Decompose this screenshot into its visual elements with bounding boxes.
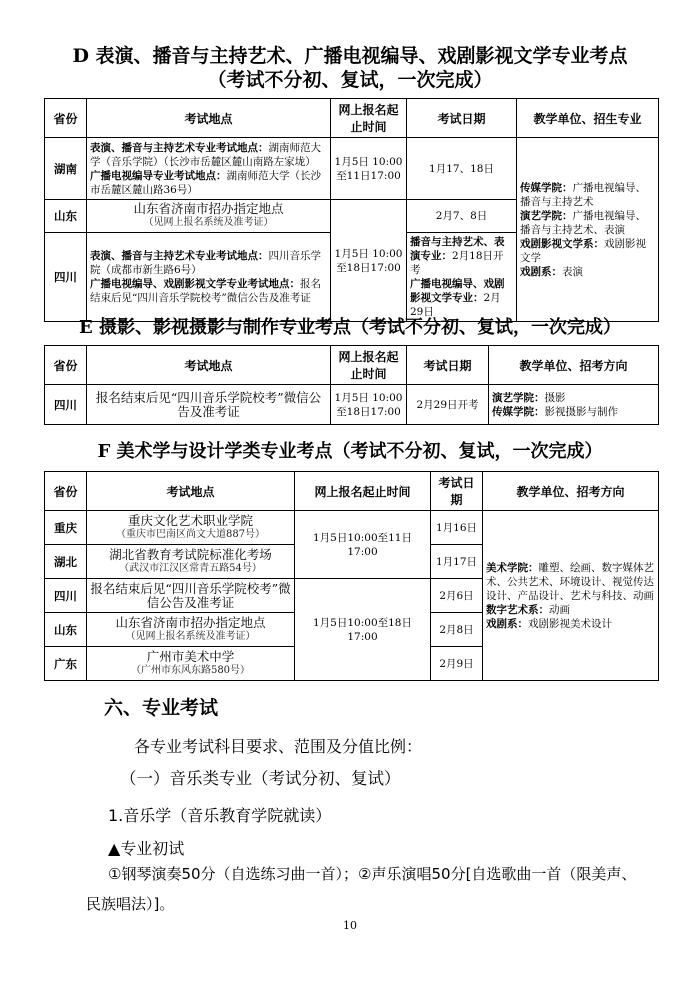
header-reg-time: 网上报名起止时间 <box>331 99 407 138</box>
header-reg-time: 网上报名起止时间 <box>331 346 407 385</box>
reg-time-cell: 1月5日 10:00至18日17:00 <box>331 200 407 322</box>
table-f <box>44 471 659 681</box>
header-unit: 教学单位、招考方向 <box>489 346 659 385</box>
reg-time-cell: 1月5日10:00至18日17:00 <box>295 579 431 681</box>
subheading-music: （一）音乐类专业（考试分初、复试） <box>120 769 401 788</box>
location-cell: 表演、播音与主持艺术专业考试地点：四川音乐学院（成都市新生路6号） 广播电视编导、戏剧影视文学专业考试地点：报名结束后见“四川音乐学院校考”微信公告及准考证 <box>87 233 331 322</box>
province-cell: 四川 <box>45 579 87 613</box>
exam-date-cell: 1月16日 <box>431 511 483 545</box>
paragraph-intro: 各专业考试科目要求、范围及分值比例： <box>134 737 423 756</box>
header-exam-date: 考试日期 <box>407 346 489 385</box>
header-reg-time: 网上报名起止时间 <box>295 472 431 511</box>
paragraph-preliminary-items: ①钢琴演奏50分（自选练习曲一首）；②声乐演唱50分[自选歌曲一首（限美声、民族唱法）]。 <box>86 865 637 913</box>
exam-date-cell: 2月8日 <box>431 613 483 647</box>
unit-cell: 传媒学院：广播电视编导、播音与主持艺术 演艺学院：广播电视编导、播音与主持艺术、表演 戏剧影视文学系：戏剧影视文学 戏剧系：表演 <box>517 138 659 322</box>
exam-date-cell: 1月17、18日 <box>407 138 517 200</box>
location-cell: 广州市美术中学 （广州市东风东路580号） <box>87 647 295 681</box>
header-unit: 教学单位、招生专业 <box>517 99 659 138</box>
header-location: 考试地点 <box>87 99 331 138</box>
header-province: 省份 <box>45 99 87 138</box>
province-cell: 四川 <box>45 385 87 425</box>
section-e-title: E 摄影、影视摄影与制作专业考点（考试不分初、复试，一次完成） <box>79 317 621 338</box>
location-cell: 重庆文化艺术职业学院 （重庆市巴南区尚文大道887号） <box>87 511 295 545</box>
page-number: 10 <box>343 919 357 932</box>
location-cell: 报名结束后见“四川音乐学院校考”微信公告及准考证 <box>87 385 331 425</box>
heading-preliminary: ▲专业初试 <box>108 839 185 858</box>
province-cell: 广东 <box>45 647 87 681</box>
section-f-title: F 美术学与设计学类专业考点（考试不分初、复试，一次完成） <box>97 441 603 462</box>
header-province: 省份 <box>45 346 87 385</box>
table-d <box>44 98 659 322</box>
exam-date-cell: 2月6日 <box>431 579 483 613</box>
province-cell: 重庆 <box>45 511 87 545</box>
section-d-title <box>40 44 660 92</box>
province-cell: 湖南 <box>45 138 87 200</box>
location-cell: 山东省济南市招办指定地点 （见网上报名系统及准考证） <box>87 613 295 647</box>
header-exam-date: 考试日期 <box>407 99 517 138</box>
header-province: 省份 <box>45 472 87 511</box>
section-d-title-line1: D 表演、播音与主持艺术、广播电视编导、戏剧影视文学专业考点 <box>72 45 628 67</box>
exam-date-cell: 2月29日开考 <box>407 385 489 425</box>
header-location: 考试地点 <box>87 346 331 385</box>
location-cell: 山东省济南市招办指定地点 （见网上报名系统及准考证） <box>87 200 331 233</box>
exam-date-cell: 1月17日 <box>431 545 483 579</box>
reg-time-cell: 1月5日10:00至11日17:00 <box>295 511 431 579</box>
header-exam-date: 考试日期 <box>431 472 483 511</box>
location-cell: 表演、播音与主持艺术专业考试地点：湖南师范大学（音乐学院）（长沙市岳麓区麓山南路左家垅） 广播电视编导专业考试地点：湖南师范大学（长沙市岳麓区麓山路36号） <box>87 138 331 200</box>
exam-date-cell: 播音与主持艺术、表演专业：2月18日开考 广播电视编导、戏剧影视文学专业：2月29日 <box>407 233 517 322</box>
header-unit: 教学单位、招考方向 <box>483 472 659 511</box>
reg-time-cell: 1月5日 10:00至18日17:00 <box>331 385 407 425</box>
unit-cell: 美术学院：雕塑、绘画、数字媒体艺术、公共艺术、环境设计、视觉传达设计、产品设计、艺术与科技、动画 数字艺术系：动画 戏剧系：戏剧影视美术设计 <box>483 511 659 681</box>
heading-musicology: 1.音乐学（音乐教育学院就读） <box>108 806 332 825</box>
province-cell: 四川 <box>45 233 87 322</box>
reg-time-cell: 1月5日 10:00至11日17:00 <box>331 138 407 200</box>
unit-cell: 演艺学院：摄影 传媒学院：影视摄影与制作 <box>489 385 659 425</box>
exam-date-cell: 2月9日 <box>431 647 483 681</box>
section-d-title-line2: （考试不分初、复试，一次完成） <box>207 69 493 91</box>
exam-date-cell: 2月7、8日 <box>407 200 517 233</box>
province-cell: 山东 <box>45 200 87 233</box>
heading-professional-exam: 六、专业考试 <box>104 697 219 719</box>
location-cell: 报名结束后见“四川音乐学院校考”微信公告及准考证 <box>87 579 295 613</box>
province-cell: 山东 <box>45 613 87 647</box>
province-cell: 湖北 <box>45 545 87 579</box>
location-cell: 湖北省教育考试院标准化考场 （武汉市江汉区常青五路54号） <box>87 545 295 579</box>
header-location: 考试地点 <box>87 472 295 511</box>
table-e <box>44 345 659 425</box>
